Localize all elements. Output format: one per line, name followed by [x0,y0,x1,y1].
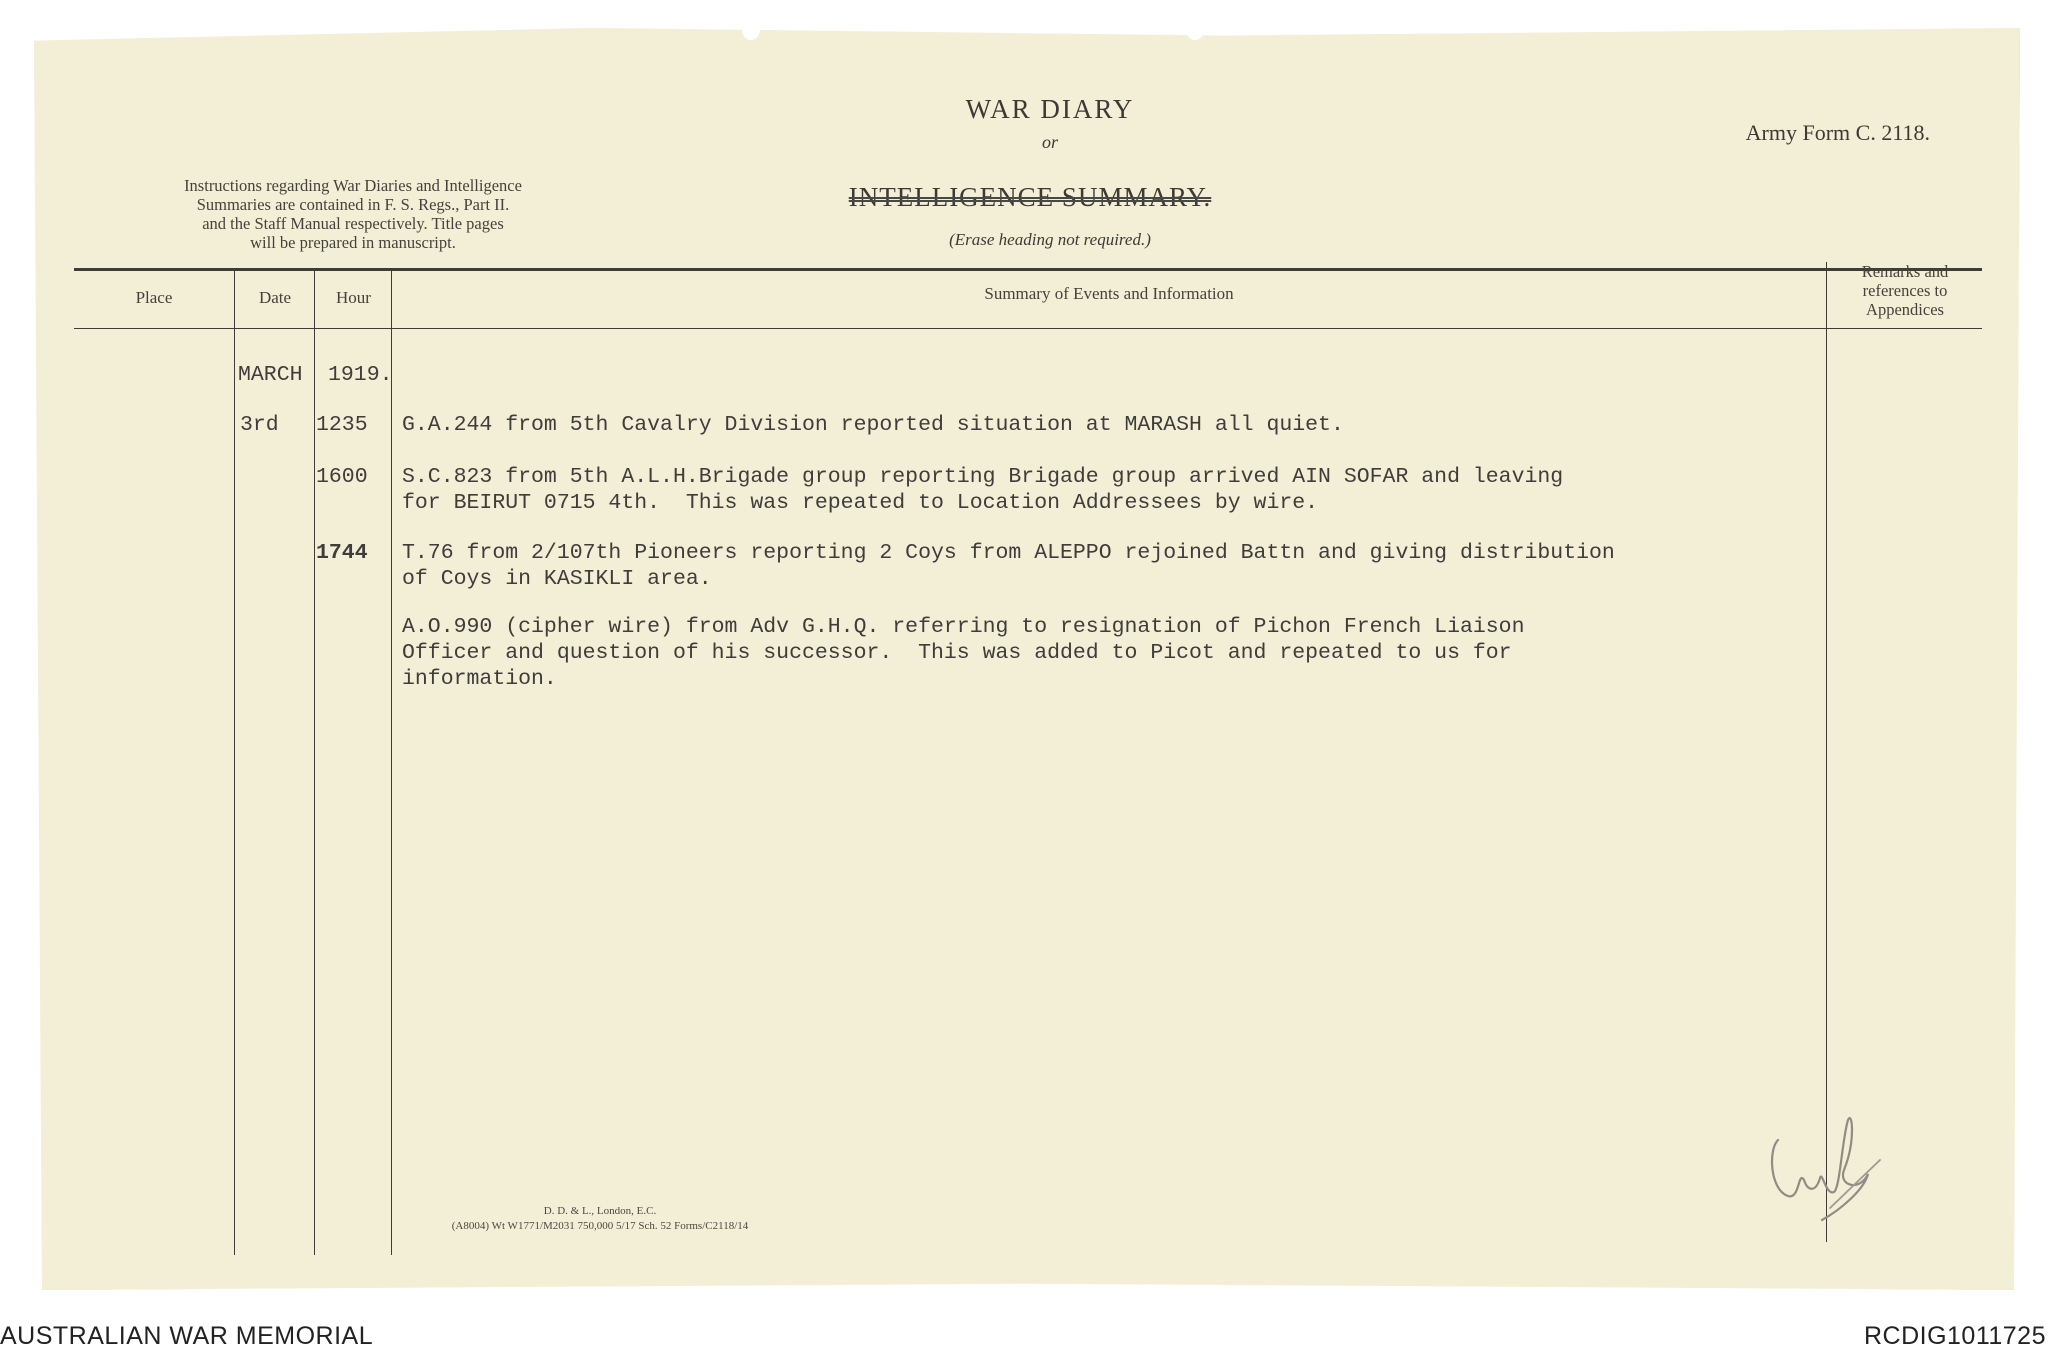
header-top-rule [74,268,1982,271]
entry-text: A.O.990 (cipher wire) from Adv G.H.Q. referring to resignation of Pichon French Liaison [402,615,1525,639]
entry-hour: 1600 [316,465,368,489]
entry-text: of Coys in KASIKLI area. [402,567,712,591]
form-instructions [118,176,588,252]
entry-text: T.76 from 2/107th Pioneers reporting 2 Coys from ALEPPO rejoined Battn and giving distribution [402,541,1615,565]
army-form-number: Army Form C. 2118. [1745,120,1930,145]
erase-note: (Erase heading not required.) [949,230,1151,249]
entry-text: Officer and question of his successor. This was added to Picot and repeated to us for [402,641,1512,665]
column-divider [391,270,392,1255]
entry-text: for BEIRUT 0715 4th. This was repeated to Location Addressees by wire. [402,491,1319,515]
column-divider [1826,262,1827,1242]
archive-id: RCDIG1011725 [1863,1322,2046,1350]
entry-hour: 1235 [316,413,368,437]
column-divider [314,270,315,1255]
instruction-line: will be prepared in manuscript. [250,233,456,252]
form-alt-title: INTELLIGENCE SUMMARY. [848,182,1212,212]
instruction-line: Summaries are contained in F. S. Regs., Part II. [196,195,510,214]
column-header-date: Date [258,288,292,307]
form-or: or [1041,132,1058,152]
entry-hour: 1744 [316,541,368,565]
punch-hole [1186,20,1204,40]
diary-month: MARCH [238,363,303,387]
entry-text: S.C.823 from 5th A.L.H.Brigade group reporting Brigade group arrived AIN SOFAR and leaving [402,465,1564,489]
printer-imprint: D. D. & L., London, E.C. (A8004) Wt W1771/M2031 750,000 5/17 Sch. 52 Forms/C2118/14 [451,1205,749,1232]
entry-date: 3rd [240,413,279,437]
column-header-hour: Hour [336,288,371,307]
column-header-place: Place [135,288,173,307]
column-header-summary: Summary of Events and Information [984,284,1234,303]
form-title: WAR DIARY [965,94,1135,124]
entry-text: information. [402,667,557,691]
header-bottom-rule [74,328,1982,329]
column-divider [234,270,235,1255]
punch-hole [742,20,760,40]
archive-institution: AUSTRALIAN WAR MEMORIAL [0,1322,374,1350]
entry-text: G.A.244 from 5th Cavalry Division reported situation at MARASH all quiet. [402,413,1344,437]
diary-year: 1919. [328,363,393,387]
instruction-line: and the Staff Manual respectively. Title pages [202,214,504,233]
column-header-remarks: Remarks and references to Appendices [1861,262,1949,319]
signature-image [1760,1100,1890,1230]
instruction-line: Instructions regarding War Diaries and Intelligence [184,176,522,195]
